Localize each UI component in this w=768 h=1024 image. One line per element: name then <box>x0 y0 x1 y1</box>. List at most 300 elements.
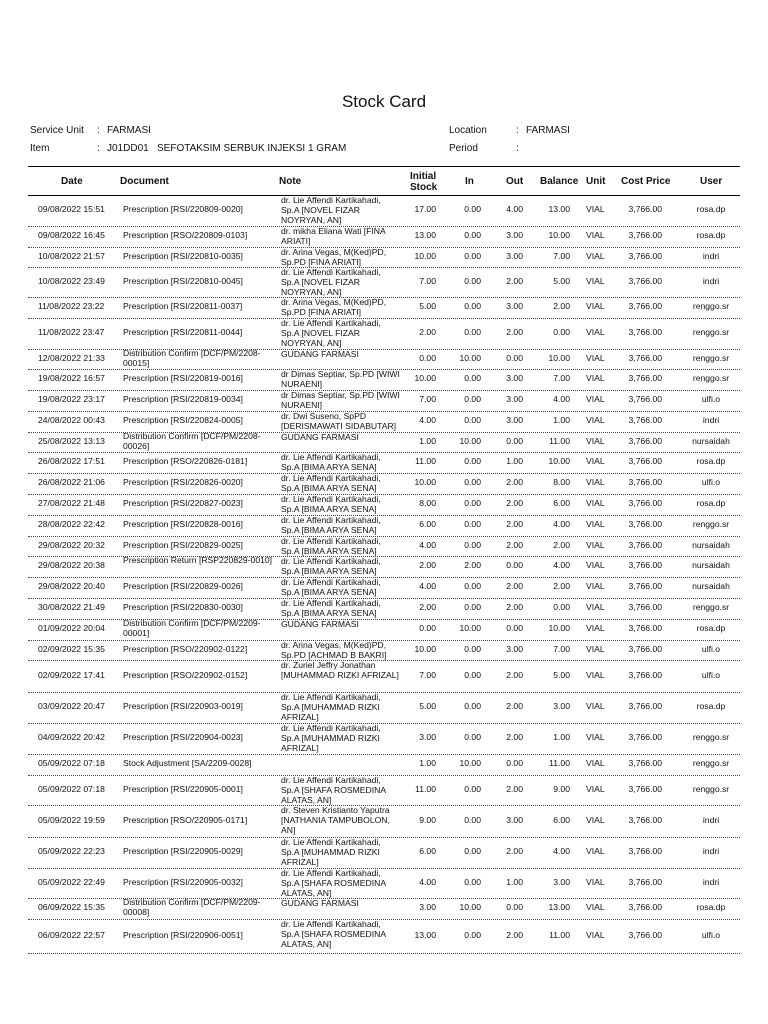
row-balance: 7.00 <box>553 644 570 654</box>
row-document: Prescription [RSI/220905-0032] <box>123 877 243 887</box>
row-date: 10/08/2022 21:57 <box>38 251 105 261</box>
row-user: indri <box>702 415 720 425</box>
row-balance: 2.00 <box>553 581 570 591</box>
row-document: Distribution Confirm [DCF/PM/2209-00001] <box>123 618 261 638</box>
row-document: Prescription [RSI/220829-0025] <box>123 540 243 550</box>
row-initial-stock: 10.00 <box>414 477 436 487</box>
col-initial-1: Initial <box>410 171 437 182</box>
col-cost-price: Cost Price <box>621 176 671 187</box>
row-balance: 11.00 <box>549 758 570 768</box>
colon: : <box>516 143 519 154</box>
col-user: User <box>700 176 723 187</box>
row-initial-stock: 10.00 <box>414 644 436 654</box>
row-user: ulfi.o <box>701 644 721 654</box>
row-out: 3.00 <box>506 230 523 240</box>
table-row <box>28 248 740 268</box>
row-user: renggo.sr <box>692 732 730 742</box>
row-unit: VIAL <box>586 519 605 529</box>
row-balance: 9.00 <box>553 784 570 794</box>
row-document: Prescription [RSI/220826-0020] <box>123 477 243 487</box>
row-cost-price: 3,766.00 <box>628 436 662 446</box>
row-document: Prescription [RSI/220811-0037] <box>123 301 243 311</box>
row-date: 05/09/2022 22:49 <box>38 877 105 887</box>
row-unit: VIAL <box>586 436 605 446</box>
row-note: dr. Lie Affendi Kartikahadi, Sp.A [BIMA ARYA SENA] <box>281 598 381 618</box>
item-label: Item <box>30 143 50 154</box>
row-document: Prescription [RSI/220903-0019] <box>123 701 243 711</box>
row-unit: VIAL <box>586 456 605 466</box>
row-in: 0.00 <box>464 670 481 680</box>
row-initial-stock: 8.00 <box>419 498 436 508</box>
row-document: Prescription [RSI/220906-0051] <box>123 930 243 940</box>
row-out: 2.00 <box>506 540 523 550</box>
row-balance: 6.00 <box>553 815 570 825</box>
row-user: renggo.sr <box>692 373 730 383</box>
row-unit: VIAL <box>586 623 605 633</box>
row-balance: 10.00 <box>548 353 570 363</box>
row-document: Prescription [RSI/220824-0005] <box>123 415 243 425</box>
row-user: indri <box>702 815 720 825</box>
row-date: 19/08/2022 16:57 <box>38 373 105 383</box>
row-date: 02/09/2022 17:41 <box>38 670 105 680</box>
row-cost-price: 3,766.00 <box>628 560 662 570</box>
row-balance: 10.00 <box>548 230 570 240</box>
row-cost-price: 3,766.00 <box>628 394 662 404</box>
row-initial-stock: 5.00 <box>419 301 436 311</box>
row-document: Prescription [RSI/220829-0026] <box>123 581 243 591</box>
row-unit: VIAL <box>586 877 605 887</box>
row-out: 3.00 <box>506 373 523 383</box>
table-row <box>28 412 740 433</box>
row-unit: VIAL <box>586 701 605 711</box>
row-document: Prescription [RSI/220819-0016] <box>123 373 243 383</box>
row-out: 3.00 <box>506 815 523 825</box>
row-note: dr. Arina Vegas, M(Ked)PD, Sp.PD [ACHMAD B BAKRI] <box>281 640 387 660</box>
row-in: 10.00 <box>459 623 481 633</box>
table-row <box>28 899 740 920</box>
row-balance: 13.00 <box>548 902 570 912</box>
row-initial-stock: 9.00 <box>419 815 436 825</box>
row-document: Prescription [RSO/220826-0181] <box>123 456 248 466</box>
row-unit: VIAL <box>586 394 605 404</box>
page-title: Stock Card <box>341 92 427 111</box>
row-note: dr. Lie Affendi Kartikahadi, Sp.A [SHAFA ROSMEDINA ALATAS, AN] <box>281 775 386 805</box>
row-balance: 11.00 <box>549 436 570 446</box>
row-note: dr. Lie Affendi Kartikahadi, Sp.A [BIMA ARYA SENA] <box>281 577 381 597</box>
row-out: 1.00 <box>506 456 523 466</box>
row-date: 29/08/2022 20:40 <box>38 581 105 591</box>
row-note: dr. mikha Eliana Wati [FINA ARIATI] <box>281 226 386 246</box>
row-note: dr. Lie Affendi Kartikahadi, Sp.A [BIMA ARYA SENA] <box>281 473 381 493</box>
table-row <box>28 350 740 370</box>
row-document: Prescription [RSI/220809-0020] <box>123 204 243 214</box>
row-balance: 2.00 <box>553 301 570 311</box>
colon: : <box>97 125 100 136</box>
row-initial-stock: 0.00 <box>419 353 436 363</box>
row-out: 0.00 <box>506 623 523 633</box>
table-row <box>28 661 740 693</box>
row-cost-price: 3,766.00 <box>628 902 662 912</box>
row-initial-stock: 5.00 <box>419 701 436 711</box>
row-note: GUDANG FARMASI <box>281 619 359 629</box>
table-row <box>28 370 740 391</box>
row-initial-stock: 13.00 <box>414 930 436 940</box>
table-row <box>28 920 740 954</box>
row-cost-price: 3,766.00 <box>628 732 662 742</box>
row-initial-stock: 4.00 <box>419 877 436 887</box>
row-in: 0.00 <box>464 498 481 508</box>
row-balance: 5.00 <box>553 276 570 286</box>
row-unit: VIAL <box>586 327 605 337</box>
row-date: 06/09/2022 22:57 <box>38 930 105 940</box>
row-unit: VIAL <box>586 560 605 570</box>
table-row <box>28 599 740 620</box>
row-note: dr. Lie Affendi Kartikahadi, Sp.A [NOVEL FIZAR NOYRYAN, AN] <box>281 267 381 297</box>
row-initial-stock: 2.00 <box>419 327 436 337</box>
row-balance: 2.00 <box>553 540 570 550</box>
row-in: 0.00 <box>464 204 481 214</box>
row-in: 0.00 <box>464 784 481 794</box>
row-out: 3.00 <box>506 644 523 654</box>
row-unit: VIAL <box>586 815 605 825</box>
row-unit: VIAL <box>586 581 605 591</box>
row-date: 05/09/2022 07:18 <box>38 784 105 794</box>
row-unit: VIAL <box>586 477 605 487</box>
row-date: 26/08/2022 21:06 <box>38 477 105 487</box>
row-cost-price: 3,766.00 <box>628 251 662 261</box>
row-unit: VIAL <box>586 204 605 214</box>
row-out: 2.00 <box>506 670 523 680</box>
row-in: 0.00 <box>464 846 481 856</box>
row-balance: 7.00 <box>553 251 570 261</box>
row-in: 0.00 <box>464 602 481 612</box>
row-user: nursaidah <box>692 581 730 591</box>
row-in: 0.00 <box>464 327 481 337</box>
row-initial-stock: 1.00 <box>419 758 436 768</box>
row-user: renggo.sr <box>692 602 730 612</box>
row-note: dr. Lie Affendi Kartikahadi, Sp.A [BIMA ARYA SENA] <box>281 452 381 472</box>
row-note: GUDANG FARMASI <box>281 349 359 359</box>
row-note: dr. Arina Vegas, M(Ked)PD, Sp.PD [FINA ARIATI] <box>281 247 387 267</box>
row-date: 29/08/2022 20:38 <box>38 560 105 570</box>
item-name: SEFOTAKSIM SERBUK INJEKSI 1 GRAM <box>157 143 347 154</box>
row-balance: 4.00 <box>553 394 570 404</box>
table-top-rule <box>28 166 740 167</box>
row-out: 2.00 <box>506 519 523 529</box>
table-row <box>28 227 740 248</box>
row-unit: VIAL <box>586 902 605 912</box>
row-in: 0.00 <box>464 477 481 487</box>
row-out: 3.00 <box>506 301 523 311</box>
row-cost-price: 3,766.00 <box>628 276 662 286</box>
row-cost-price: 3,766.00 <box>628 758 662 768</box>
row-in: 0.00 <box>464 732 481 742</box>
row-date: 28/08/2022 22:42 <box>38 519 105 529</box>
row-user: indri <box>702 276 720 286</box>
col-in: In <box>465 176 474 187</box>
row-balance: 10.00 <box>548 623 570 633</box>
row-unit: VIAL <box>586 540 605 550</box>
row-date: 30/08/2022 21:49 <box>38 602 105 612</box>
row-cost-price: 3,766.00 <box>628 456 662 466</box>
table-row <box>28 196 740 227</box>
row-cost-price: 3,766.00 <box>628 784 662 794</box>
row-document: Prescription [RSI/220810-0045] <box>123 276 243 286</box>
row-out: 2.00 <box>506 930 523 940</box>
row-user: rosa.dp <box>696 498 726 508</box>
row-balance: 0.00 <box>553 327 570 337</box>
row-user: ulfi.o <box>701 477 721 487</box>
row-in: 0.00 <box>464 456 481 466</box>
row-unit: VIAL <box>586 644 605 654</box>
row-cost-price: 3,766.00 <box>628 204 662 214</box>
row-out: 2.00 <box>506 477 523 487</box>
row-cost-price: 3,766.00 <box>628 373 662 383</box>
row-out: 4.00 <box>506 204 523 214</box>
row-unit: VIAL <box>586 784 605 794</box>
row-in: 0.00 <box>464 276 481 286</box>
row-out: 3.00 <box>506 394 523 404</box>
row-initial-stock: 10.00 <box>414 373 436 383</box>
row-date: 09/08/2022 15:51 <box>38 204 105 214</box>
row-in: 0.00 <box>464 394 481 404</box>
row-balance: 0.00 <box>553 602 570 612</box>
row-user: ulfi.o <box>701 394 721 404</box>
row-in: 0.00 <box>464 581 481 591</box>
col-note: Note <box>279 176 302 187</box>
row-initial-stock: 2.00 <box>419 560 436 570</box>
row-initial-stock: 3.00 <box>419 902 436 912</box>
row-user: nursaidah <box>692 560 730 570</box>
row-cost-price: 3,766.00 <box>628 540 662 550</box>
row-note: dr Dimas Septiar, Sp.PD [WIWI NURAENI] <box>281 369 400 389</box>
row-in: 0.00 <box>464 540 481 550</box>
row-balance: 5.00 <box>553 670 570 680</box>
row-balance: 1.00 <box>553 732 570 742</box>
row-date: 11/08/2022 23:47 <box>38 327 105 337</box>
service-unit-value: FARMASI <box>107 125 151 136</box>
row-note: dr. Dwi Suseno, SpPD [DERISMAWATI SIDABUTAR] <box>281 411 397 431</box>
row-date: 05/09/2022 07:18 <box>38 758 105 768</box>
row-note: GUDANG FARMASI <box>281 432 359 442</box>
row-cost-price: 3,766.00 <box>628 327 662 337</box>
row-unit: VIAL <box>586 415 605 425</box>
row-date: 04/09/2022 20:42 <box>38 732 105 742</box>
row-note: dr. Lie Affendi Kartikahadi, Sp.A [BIMA ARYA SENA] <box>281 494 381 514</box>
row-in: 0.00 <box>464 701 481 711</box>
row-initial-stock: 11.00 <box>415 456 436 466</box>
colon: : <box>516 125 519 136</box>
row-note: dr. Lie Affendi Kartikahadi, Sp.A [NOVEL FIZAR NOYRYAN, AN] <box>281 318 381 348</box>
row-cost-price: 3,766.00 <box>628 815 662 825</box>
row-in: 10.00 <box>459 436 481 446</box>
row-in: 10.00 <box>459 902 481 912</box>
row-out: 3.00 <box>506 415 523 425</box>
col-unit: Unit <box>586 176 606 187</box>
row-user: nursaidah <box>692 436 730 446</box>
col-date: Date <box>61 176 83 187</box>
row-user: rosa.dp <box>696 701 726 711</box>
row-initial-stock: 3.00 <box>419 732 436 742</box>
row-date: 06/09/2022 15:35 <box>38 902 105 912</box>
table-row <box>28 755 740 776</box>
row-balance: 1.00 <box>553 415 570 425</box>
row-document: Distribution Confirm [DCF/PM/2208-00015] <box>123 348 261 368</box>
row-document: Prescription [RSO/220902-0122] <box>123 644 248 654</box>
row-unit: VIAL <box>586 602 605 612</box>
row-initial-stock: 0.00 <box>419 623 436 633</box>
row-user: renggo.sr <box>692 301 730 311</box>
row-out: 0.00 <box>506 902 523 912</box>
row-date: 27/08/2022 21:48 <box>38 498 105 508</box>
row-out: 0.00 <box>506 560 523 570</box>
row-date: 05/09/2022 19:59 <box>38 815 105 825</box>
row-date: 11/08/2022 23:22 <box>38 301 105 311</box>
row-document: Prescription [RSI/220810-0035] <box>123 251 243 261</box>
row-document: Prescription [RSI/220828-0016] <box>123 519 243 529</box>
row-note: dr. Lie Affendi Kartikahadi, Sp.A [SHAFA ROSMEDINA ALATAS, AN] <box>281 919 386 949</box>
row-user: ulfi.o <box>701 670 721 680</box>
colon: : <box>97 143 100 154</box>
row-document: Prescription [RSI/220905-0029] <box>123 846 243 856</box>
table-row <box>28 838 740 869</box>
row-out: 3.00 <box>506 251 523 261</box>
row-cost-price: 3,766.00 <box>628 846 662 856</box>
row-user: rosa.dp <box>696 230 726 240</box>
row-note: dr. Lie Affendi Kartikahadi, Sp.A [MUHAMMAD RIZKI AFRIZAL] <box>281 837 381 867</box>
row-balance: 4.00 <box>553 846 570 856</box>
row-out: 2.00 <box>506 602 523 612</box>
row-note: dr. Lie Affendi Kartikahadi, Sp.A [SHAFA ROSMEDINA ALATAS, AN] <box>281 868 386 898</box>
row-in: 0.00 <box>464 415 481 425</box>
row-initial-stock: 4.00 <box>419 415 436 425</box>
row-unit: VIAL <box>586 251 605 261</box>
row-unit: VIAL <box>586 758 605 768</box>
row-in: 0.00 <box>464 230 481 240</box>
row-document: Prescription [RSI/220827-0023] <box>123 498 243 508</box>
row-unit: VIAL <box>586 276 605 286</box>
row-unit: VIAL <box>586 846 605 856</box>
row-document: Prescription [RSI/220904-0023] <box>123 732 243 742</box>
row-cost-price: 3,766.00 <box>628 498 662 508</box>
row-initial-stock: 1.00 <box>419 436 436 446</box>
row-cost-price: 3,766.00 <box>628 519 662 529</box>
table-row <box>28 453 740 474</box>
table-row <box>28 776 740 806</box>
row-initial-stock: 10.00 <box>414 251 436 261</box>
row-initial-stock: 11.00 <box>415 784 436 794</box>
table-row <box>28 298 740 319</box>
row-date: 01/09/2022 20:04 <box>38 623 105 633</box>
col-initial-2: Stock <box>410 182 438 193</box>
row-balance: 6.00 <box>553 498 570 508</box>
table-row <box>28 641 740 661</box>
row-balance: 3.00 <box>553 877 570 887</box>
row-date: 03/09/2022 20:47 <box>38 701 105 711</box>
row-out: 2.00 <box>506 276 523 286</box>
row-cost-price: 3,766.00 <box>628 602 662 612</box>
row-in: 0.00 <box>464 373 481 383</box>
row-user: rosa.dp <box>696 456 726 466</box>
row-balance: 13.00 <box>548 204 570 214</box>
row-initial-stock: 2.00 <box>419 602 436 612</box>
table-row <box>28 620 740 641</box>
row-note: dr Dimas Septiar, Sp.PD [WIWI NURAENI] <box>281 390 400 410</box>
table-row <box>28 806 740 838</box>
row-out: 2.00 <box>506 846 523 856</box>
row-cost-price: 3,766.00 <box>628 644 662 654</box>
row-note: dr. Lie Affendi Kartikahadi, Sp.A [BIMA ARYA SENA] <box>281 515 381 535</box>
table-row <box>28 474 740 495</box>
row-initial-stock: 7.00 <box>419 394 436 404</box>
table-row <box>28 869 740 899</box>
row-in: 0.00 <box>464 815 481 825</box>
table-row <box>28 724 740 755</box>
row-user: rosa.dp <box>696 204 726 214</box>
row-balance: 4.00 <box>553 519 570 529</box>
location-value: FARMASI <box>526 125 570 136</box>
row-document: Stock Adjustment [SA/2209-0028] <box>123 758 252 768</box>
item-code: J01DD01 <box>107 143 149 154</box>
row-document: Prescription [RSI/220905-0001] <box>123 784 243 794</box>
row-in: 0.00 <box>464 877 481 887</box>
row-in: 0.00 <box>464 519 481 529</box>
row-initial-stock: 7.00 <box>419 276 436 286</box>
row-unit: VIAL <box>586 670 605 680</box>
row-date: 24/08/2022 00:43 <box>38 415 105 425</box>
row-user: indri <box>702 846 720 856</box>
row-out: 2.00 <box>506 498 523 508</box>
row-user: renggo.sr <box>692 353 730 363</box>
row-date: 25/08/2022 13:13 <box>38 436 105 446</box>
row-document: Prescription [RSO/220905-0171] <box>123 815 248 825</box>
row-initial-stock: 6.00 <box>419 519 436 529</box>
row-cost-price: 3,766.00 <box>628 415 662 425</box>
row-balance: 8.00 <box>553 477 570 487</box>
row-date: 09/08/2022 16:45 <box>38 230 105 240</box>
row-in: 2.00 <box>464 560 481 570</box>
row-out: 2.00 <box>506 732 523 742</box>
row-cost-price: 3,766.00 <box>628 877 662 887</box>
row-note: dr. Lie Affendi Kartikahadi, Sp.A [BIMA ARYA SENA] <box>281 556 381 576</box>
row-user: renggo.sr <box>692 519 730 529</box>
row-initial-stock: 4.00 <box>419 540 436 550</box>
row-out: 0.00 <box>506 758 523 768</box>
row-initial-stock: 7.00 <box>419 670 436 680</box>
col-out: Out <box>506 176 524 187</box>
table-row <box>28 693 740 724</box>
row-out: 0.00 <box>506 436 523 446</box>
row-cost-price: 3,766.00 <box>628 581 662 591</box>
row-initial-stock: 6.00 <box>419 846 436 856</box>
row-out: 2.00 <box>506 701 523 711</box>
row-user: renggo.sr <box>692 784 730 794</box>
row-document: Distribution Confirm [DCF/PM/2209-00008] <box>123 897 261 917</box>
row-cost-price: 3,766.00 <box>628 301 662 311</box>
row-note: dr. Lie Affendi Kartikahadi, Sp.A [MUHAMMAD RIZKI AFRIZAL] <box>281 723 381 753</box>
row-document: Prescription [RSO/220902-0152] <box>123 670 248 680</box>
row-unit: VIAL <box>586 732 605 742</box>
row-balance: 11.00 <box>549 930 570 940</box>
table-row <box>28 495 740 516</box>
col-balance: Balance <box>540 176 579 187</box>
row-unit: VIAL <box>586 230 605 240</box>
row-note: dr. Lie Affendi Kartikahadi, Sp.A [BIMA ARYA SENA] <box>281 536 381 556</box>
row-date: 29/08/2022 20:32 <box>38 540 105 550</box>
row-unit: VIAL <box>586 498 605 508</box>
row-note: dr. Zuriel Jeffry Jonathan [MUHAMMAD RIZKI AFRIZAL] <box>281 660 399 680</box>
row-user: nursaidah <box>692 540 730 550</box>
